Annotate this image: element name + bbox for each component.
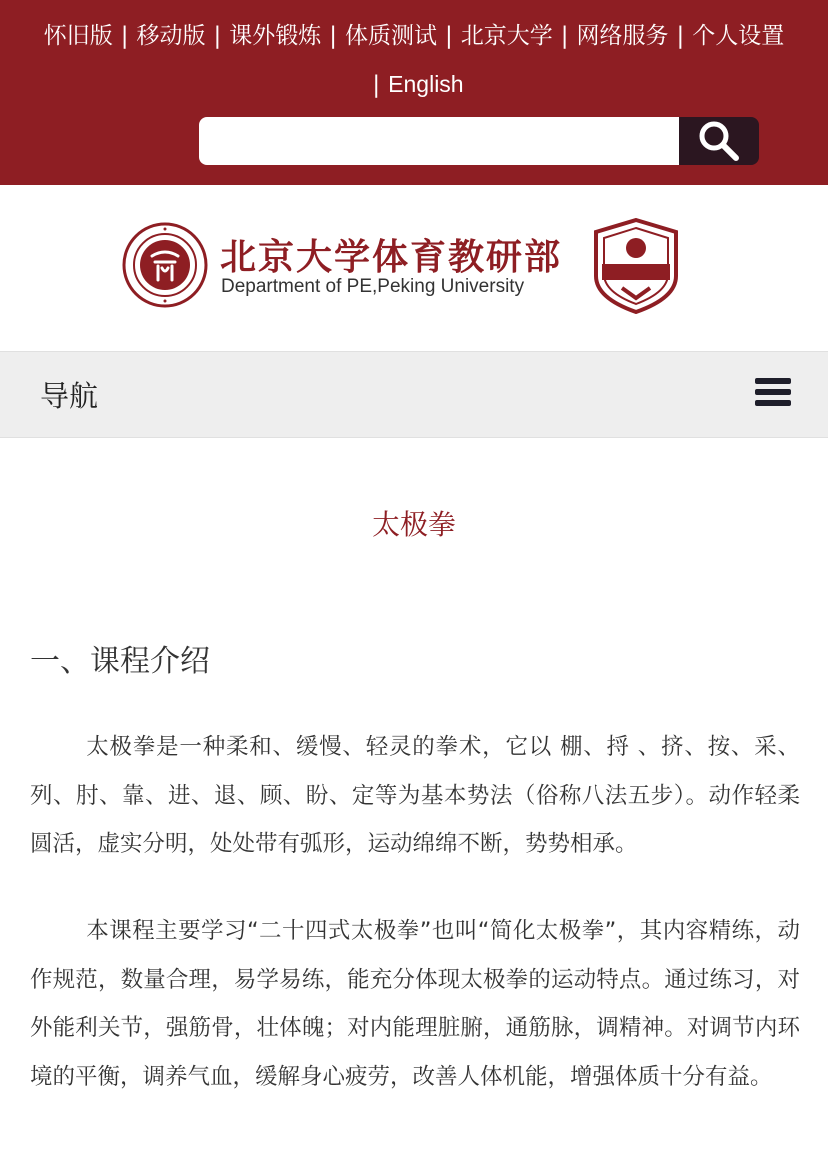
article-content — [0, 438, 828, 1152]
site-title-en: Department of PE,Peking University — [221, 276, 525, 297]
separator: | — [213, 23, 222, 49]
link-network-services[interactable]: 网络服务 — [576, 23, 669, 49]
separator: | — [372, 72, 381, 98]
link-peking-university[interactable]: 北京大学 — [460, 23, 553, 49]
separator: | — [120, 23, 129, 49]
separator: | — [445, 23, 453, 49]
link-english[interactable]: English — [388, 71, 464, 97]
peking-university-seal-icon — [122, 222, 208, 308]
link-old-version[interactable]: 怀旧版 — [43, 23, 113, 49]
menu-bar-line — [755, 400, 791, 406]
separator: | — [676, 23, 685, 49]
site-title-cn: 北京大学体育教研部 — [220, 237, 563, 278]
hamburger-menu-icon[interactable] — [755, 378, 791, 410]
search-icon — [696, 119, 742, 163]
search-button[interactable] — [679, 117, 759, 165]
paragraph-intro: 太极拳是一种柔和、缓慢、轻灵的拳术，它以 棚、捋 、挤、按、采、列、肘、靠、进、退、顾、盼、定等为基本势法（俗称八法五步）。动作轻柔圆活，虚实分明，处处带有弧形，运动绵绵不断，势势相承。 — [30, 734, 800, 857]
separator: | — [329, 23, 337, 49]
link-extracurricular-exercise[interactable]: 课外锻炼 — [229, 23, 322, 49]
nav-label: 导航 — [40, 379, 99, 413]
top-bar — [0, 0, 828, 185]
link-personal-settings[interactable]: 个人设置 — [692, 23, 785, 49]
peking-sports-badge-icon — [592, 218, 680, 314]
page-title: 太极拳 — [371, 508, 456, 541]
search-input[interactable] — [199, 117, 679, 165]
paragraph-course: 本课程主要学习“二十四式太极拳”也叫“简化太极拳”，其内容精练，动作规范，数量合理，易学易练，能充分体现太极拳的运动特点。通过练习，对外能利关节，强筋骨，壮体魄；对内能理脏腑，通筋脉，调精神。对调节内环境的平衡，调养气血，缓解身心疲劳，改善人体机能，增强体质十分有益。 — [30, 918, 800, 1090]
top-links — [0, 12, 828, 109]
link-fitness-test[interactable]: 体质测试 — [345, 23, 437, 49]
section-heading: 一、课程介绍 — [30, 644, 210, 679]
menu-bar-line — [755, 389, 791, 395]
link-mobile-version[interactable]: 移动版 — [136, 23, 206, 49]
navigation-bar — [0, 351, 828, 438]
menu-bar-line — [755, 378, 791, 384]
separator: | — [560, 23, 569, 49]
